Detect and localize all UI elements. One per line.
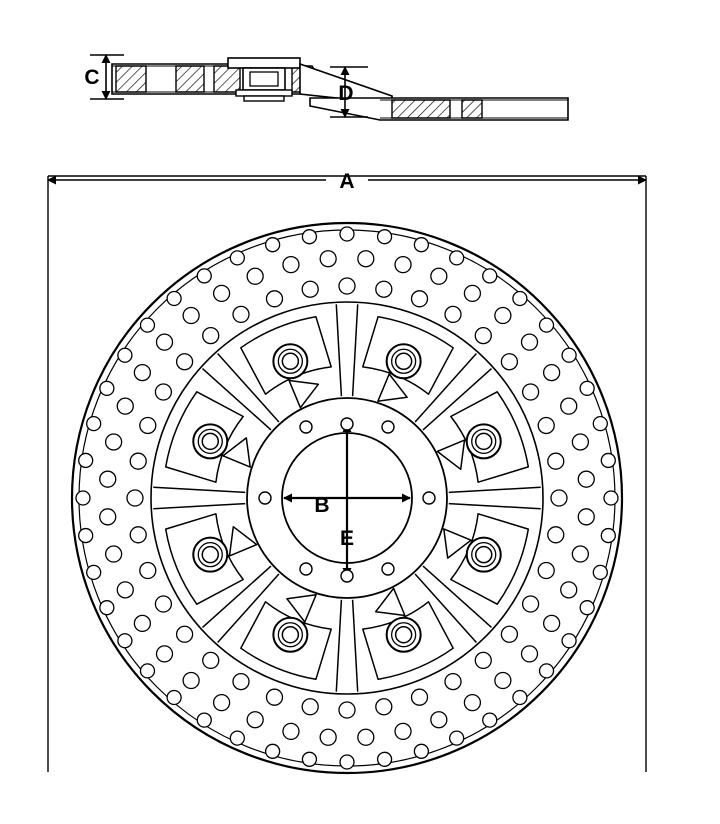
drill-hole [561,398,577,414]
drill-hole [604,491,618,505]
drill-hole [414,238,428,252]
drill-hole [266,238,280,252]
drill-hole [183,308,199,324]
drill-hole [475,652,491,668]
drill-hole [540,318,554,332]
hub-top-plate [228,58,300,68]
dim-e-target-bottom [341,570,353,582]
drill-hole [475,328,491,344]
drill-hole [376,699,392,715]
drill-hole [130,527,146,543]
drill-hole [177,354,193,370]
drill-hole [513,691,527,705]
drill-hole [167,291,181,305]
drill-hole [118,348,132,362]
drill-hole [450,731,464,745]
dimension-label-c: C [84,66,100,89]
drill-hole [233,306,249,322]
drill-hole [414,744,428,758]
drill-hole [501,626,517,642]
drill-hole [100,471,116,487]
drill-hole [140,318,154,332]
hub-mount-hole [259,492,271,504]
drill-hole [522,334,538,350]
drill-hole [522,646,538,662]
drill-hole [464,285,480,301]
lower-hatch-2 [462,100,482,118]
bobbin-bore [202,547,218,563]
dimension-label-b: B [314,494,330,517]
drill-hole [580,601,594,615]
dimension-label-d: D [338,82,354,105]
drill-hole [445,674,461,690]
bobbin-bore [396,627,412,643]
drill-hole [339,702,355,718]
bobbin-bore [476,547,492,563]
upper-hatch-3 [214,66,240,92]
drill-hole [87,565,101,579]
drill-hole [572,546,588,562]
hub-mount-hole [382,563,394,575]
drill-hole [601,453,615,467]
drill-hole [538,563,554,579]
drill-hole [155,596,171,612]
drill-hole [230,731,244,745]
drill-hole [538,417,554,433]
drill-hole [127,490,143,506]
drill-hole [100,601,114,615]
drill-hole [378,230,392,244]
drill-hole [183,673,199,689]
bobbin-bore [396,353,412,369]
drill-hole [302,230,316,244]
hub-washer [244,96,284,101]
drill-hole [118,634,132,648]
drill-hole [203,328,219,344]
upper-hatch-2 [176,66,204,92]
drill-hole [157,334,173,350]
drill-hole [155,384,171,400]
drill-hole [134,615,150,631]
drill-hole [247,268,263,284]
drill-hole [177,626,193,642]
drill-hole [601,529,615,543]
drill-hole [340,755,354,769]
drill-hole [483,713,497,727]
drill-hole [358,251,374,267]
drill-hole [134,365,150,381]
drill-hole [445,306,461,322]
bobbin-bore [282,627,298,643]
drill-hole [540,664,554,678]
drill-hole [117,582,133,598]
drill-hole [320,251,336,267]
drill-hole [501,354,517,370]
drill-hole [100,509,116,525]
hub-mount-hole [300,563,312,575]
drill-hole [464,695,480,711]
drill-hole [378,752,392,766]
hub-bottom-plate [236,90,292,96]
drill-hole [523,596,539,612]
hub-mount-hole [300,421,312,433]
drill-hole [266,689,282,705]
drill-hole [197,269,211,283]
drill-hole [450,251,464,265]
drill-hole [562,348,576,362]
drill-hole [266,744,280,758]
drill-hole [395,257,411,273]
hub-mount-hole [382,421,394,433]
bobbin-bore [476,433,492,449]
drill-hole [593,417,607,431]
drill-hole [233,674,249,690]
drill-hole [483,269,497,283]
drill-hole [544,615,560,631]
drill-hole [580,381,594,395]
drill-hole [76,491,90,505]
drill-hole [578,471,594,487]
drill-hole [431,268,447,284]
drill-hole [302,699,318,715]
drill-hole [157,646,173,662]
drill-hole [561,582,577,598]
drill-hole [495,673,511,689]
drill-hole [203,652,219,668]
drill-hole [340,227,354,241]
drill-hole [247,712,263,728]
drill-hole [230,251,244,265]
bobbin-bore [282,353,298,369]
drill-hole [87,417,101,431]
hub-core-inner [250,72,278,86]
drill-hole [302,281,318,297]
drill-hole [214,695,230,711]
drill-hole [140,417,156,433]
drill-hole [302,752,316,766]
drill-hole [376,281,392,297]
drill-hole [283,723,299,739]
dimension-label-a: A [339,170,355,193]
drill-hole [523,384,539,400]
drill-hole [431,712,447,728]
drill-hole [358,729,374,745]
drill-hole [572,434,588,450]
drill-hole [551,490,567,506]
drill-hole [283,257,299,273]
drill-hole [562,634,576,648]
drill-hole [140,664,154,678]
drill-hole [578,509,594,525]
lower-hatch-1 [392,100,450,118]
drill-hole [495,308,511,324]
drill-hole [214,285,230,301]
drill-hole [513,291,527,305]
drill-hole [412,689,428,705]
drill-hole [544,365,560,381]
drill-hole [320,729,336,745]
upper-hatch-1 [116,66,146,92]
drill-hole [412,291,428,307]
drill-hole [130,453,146,469]
drill-hole [167,691,181,705]
drill-hole [106,434,122,450]
drill-hole [140,563,156,579]
drill-hole [266,291,282,307]
drill-hole [79,453,93,467]
drill-hole [548,453,564,469]
drill-hole [339,278,355,294]
drill-hole [100,381,114,395]
drill-hole [593,565,607,579]
drill-hole [117,398,133,414]
drill-hole [548,527,564,543]
bobbin-bore [202,433,218,449]
drill-hole [106,546,122,562]
hub-mount-hole [423,492,435,504]
drill-hole [197,713,211,727]
dimension-label-e: E [339,527,355,550]
drill-hole [79,529,93,543]
dim-e-target-top [341,418,353,430]
drill-hole [395,723,411,739]
